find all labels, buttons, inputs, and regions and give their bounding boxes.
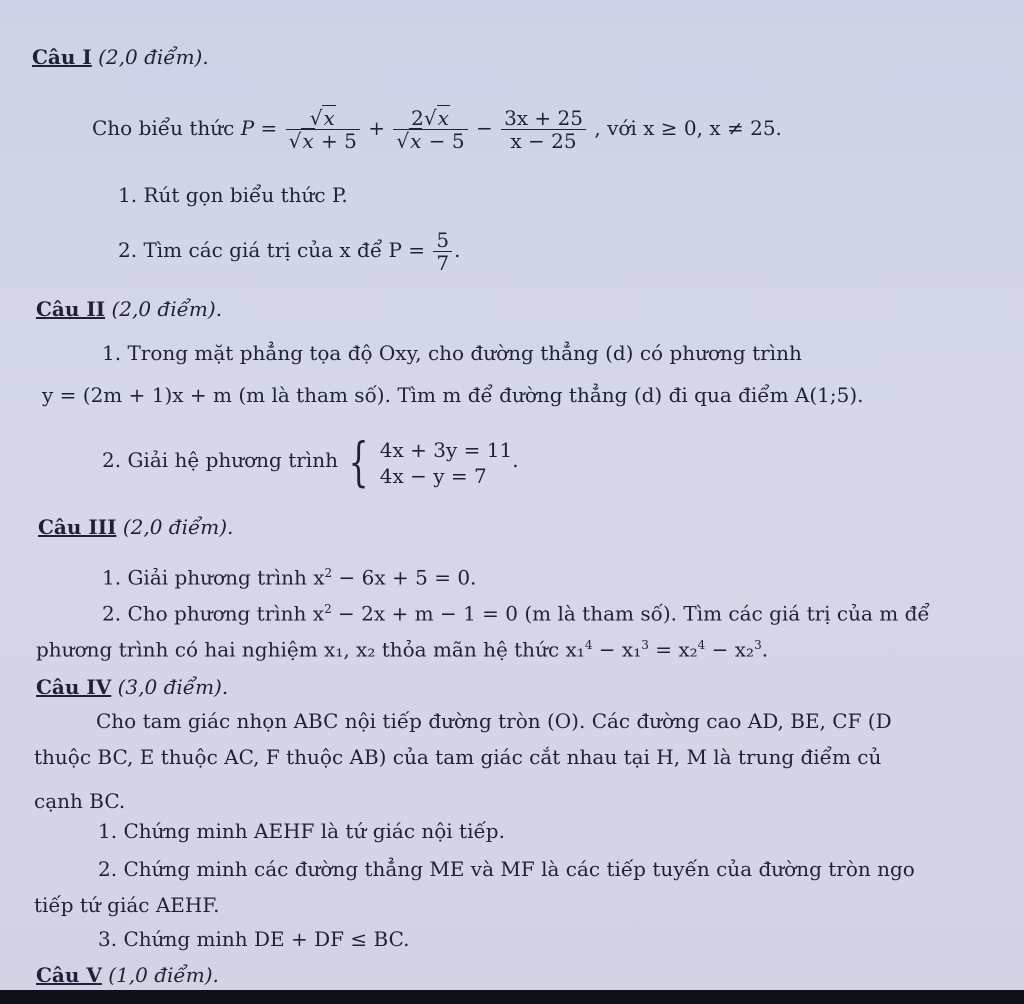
q4-item-2-line-2: tiếp tứ giác AEHF. [34,893,220,917]
q3-heading [38,514,233,540]
q4-points: (3,0 điểm). [117,675,229,699]
q1-f2-den-a: x [410,129,422,153]
q5-heading [36,962,219,988]
q5-points: (1,0 điểm). [108,963,219,987]
q1-item-2-num: 5 [433,229,452,252]
q3-item-2-pre: 2. Cho phương trình x [102,601,325,626]
q2-item-2 [102,428,519,494]
q4-heading [36,674,228,700]
system-brace-icon: { [348,433,369,493]
q1-item-2-end: . [454,238,461,262]
q1-f2-num-coef: 2 [411,106,424,130]
q1-item-2-den: 7 [436,251,450,275]
q3-label: Câu III [38,515,117,539]
q5-label: Câu V [36,963,102,987]
bottom-dark-band [0,990,1024,1004]
q4-line-3: cạnh BC. [34,789,126,813]
q3-points: (2,0 điểm). [122,515,234,539]
q1-f3-den: x − 25 [510,129,577,153]
q3-line2-end: . [761,637,769,662]
q3-item-1-sup: 2 [324,566,333,580]
q1-item-2 [118,222,461,278]
q2-item-2-text: 2. Giải hệ phương trình [102,448,338,472]
q4-line-1: Cho tam giác nhọn ABC nội tiếp đường tròn (O). Các đường cao AD, BE, CF (D [96,709,892,733]
q2-label: Câu II [36,297,106,321]
q3-line2-sup-d: 3 [754,638,762,652]
q1-heading [32,44,209,70]
q1-points: (2,0 điểm). [98,45,209,69]
q1-f1-num: x [323,106,335,130]
q1-fraction-2: $\frac{2√x}{√x - 5}$ [393,107,467,152]
q3-item-1-post: − 6x + 5 = 0. [332,565,477,590]
q3-item-2-sup: 2 [324,602,332,616]
q1-item-2-text: 2. Tìm các giá trị của x để P = [118,238,426,262]
q1-item-2-fraction [433,229,452,274]
q3-item-2-line-1 [102,596,930,627]
q1-p-eq: P = [240,116,278,140]
q2-system [344,430,512,494]
q1-plus: + [368,116,385,140]
q1-f2-den-b: − 5 [422,129,465,153]
q3-item-1 [102,560,476,591]
q4-line-2: thuộc BC, E thuộc AC, F thuộc AB) của tam giác cắt nhau tại H, M là trung điểm củ [34,745,882,769]
q2-equation-2: 4x − y = 7 [379,464,487,488]
q3-line2-mid-3: − x₂ [705,637,755,662]
q1-condition: , với x ≥ 0, x ≠ 25. [594,116,782,140]
q1-intro: Cho biểu thức [92,116,235,140]
q3-line2-pre: phương trình có hai nghiệm x₁, x₂ thỏa mãn hệ thức x₁ [36,637,585,662]
q1-label: Câu I [32,45,92,69]
q4-label: Câu IV [36,675,112,699]
q1-f2-num: x [437,106,449,130]
q1-item-1: 1. Rút gọn biểu thức P. [118,183,348,207]
q2-item-2-end: . [512,448,519,472]
q3-item-2-line-2 [36,632,768,663]
q2-equation-1: 4x + 3y = 11 [379,438,513,462]
q3-line2-sup-b: 3 [641,638,649,652]
q1-fraction-3 [501,107,586,152]
q4-item-1: 1. Chứng minh AEHF là tứ giác nội tiếp. [98,819,505,843]
q3-line2-mid-2: = x₂ [648,637,698,662]
q3-item-2-post: − 2x + m − 1 = 0 (m là tham số). Tìm các giá trị của m để [331,601,930,626]
q2-heading [36,296,222,322]
q3-line2-mid-1: − x₁ [592,637,642,662]
q2-points: (2,0 điểm). [111,297,223,321]
q1-f1-den-a: x [302,129,314,153]
q3-line2-sup-c: 4 [697,638,706,652]
q2-item-1-line-1: 1. Trong mặt phẳng tọa độ Oxy, cho đường thẳng (d) có phương trình [102,341,802,365]
q1-expression [92,98,782,158]
q3-item-1-pre: 1. Giải phương trình x [102,565,325,590]
q1-minus: − [475,116,493,140]
q1-f3-num: 3x + 25 [501,107,586,130]
q4-item-2-line-1: 2. Chứng minh các đường thẳng ME và MF là các tiếp tuyến của đường tròn ngo [98,857,915,881]
q2-item-1-line-2: y = (2m + 1)x + m (m là tham số). Tìm m để đường thẳng (d) đi qua điểm A(1;5). [42,383,864,407]
q1-f1-den-b: + 5 [314,129,357,153]
q3-line2-sup-a: 4 [584,638,593,652]
q1-fraction-1: $\frac{√x}{√x + 5}$ [286,107,360,152]
q4-item-3: 3. Chứng minh DE + DF ≤ BC. [98,927,410,951]
